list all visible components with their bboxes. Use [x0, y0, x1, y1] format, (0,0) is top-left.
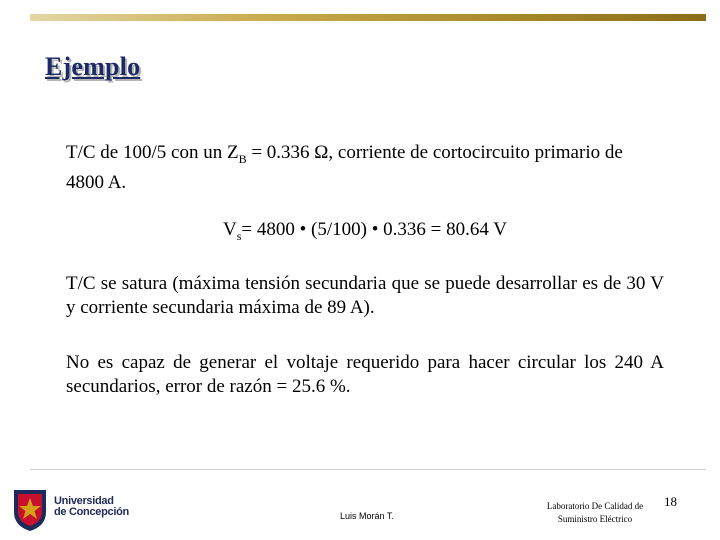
- logo-wordmark: [54, 496, 129, 518]
- equation-symbol: V: [223, 219, 237, 240]
- burden-subscript: B: [238, 151, 247, 166]
- footer-divider: [30, 469, 706, 470]
- logo-line-2: de Concepción: [54, 506, 129, 518]
- voltage-equation: [66, 219, 664, 244]
- page-number: 18: [664, 494, 677, 509]
- paragraph-problem-statement: [66, 141, 664, 195]
- university-logo: [12, 488, 129, 532]
- shield-icon: [12, 488, 48, 532]
- paragraph-saturation: T/C se satura (máxima tensión secundaria que se puede desarrollar es de 30 V y corriente secundaria máxima de 89 A).: [66, 273, 664, 318]
- top-decorative-bar: [30, 14, 706, 21]
- logo-line-1: Universidad: [54, 495, 114, 507]
- equation-subscript: s: [236, 228, 242, 243]
- lab-line-1: Laboratorio De Calidad de: [546, 501, 644, 511]
- paragraph-conclusion: No es capaz de generar el voltaje requerido para hacer circular los 240 A secundarios, error de razón = 25.6 %.: [66, 352, 664, 397]
- lab-name: [530, 500, 660, 526]
- slide-title: Ejemplo: [45, 52, 141, 81]
- equation-body: = 4800 • (5/100) • 0.336 = 80.64 V: [241, 219, 507, 240]
- problem-text-start: T/C de 100/5 con un Z: [66, 142, 239, 163]
- lab-line-2: Suministro Eléctrico: [557, 514, 633, 524]
- problem-text-end: = 0.336 Ω, corriente de cortocircuito primario de 4800 A.: [66, 142, 623, 193]
- author-name: Luis Morán T.: [340, 511, 394, 521]
